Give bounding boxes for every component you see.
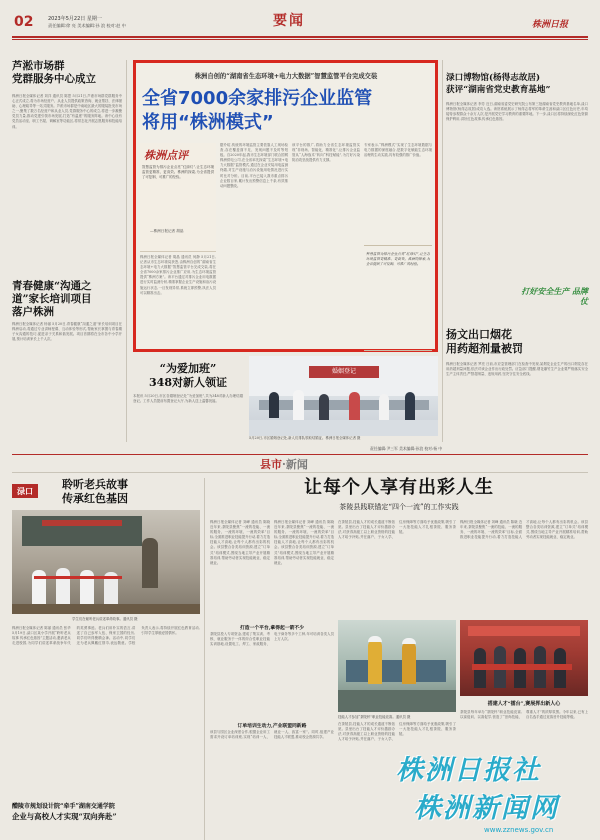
- main-title: 让每个人享有出彩人生: [304, 477, 494, 498]
- newspaper-logo: 株洲日报: [532, 20, 569, 30]
- section2-title-1: 县市: [260, 458, 282, 471]
- page-header: [0, 0, 600, 48]
- story-body: 专家表示,“株洲模式”实现了生态环境数据与电力数据的深度融合,是数字化赋能生态环境治理的生动实践,具有较强的推广价值。: [364, 143, 432, 158]
- photo-person: [293, 390, 304, 420]
- column-divider: [442, 60, 443, 442]
- story-body: 株洲日报全媒体记者 刘洋 通讯员 陈思 5月21日,芦淞市场群党群服务中心正式成立,将为市场经营户、从业人员提供政策咨询、就业帮扶、法律援助、心理疏导等一站式服务。芦淞市场群是中南地区最大的服装批发市场之一,聚集了数万名经营户和从业人员,党群服务中心的成立,将进一步凝聚党员力量,推动党建引领市场发展,打造“有温度”的服务阵地。该中心设有党员活动室、职工书屋、调解室等功能区,将常态化开展志愿服务和技能培训。: [12, 94, 122, 129]
- story-body: 株洲日报全媒体记者 刘峰 通讯员 陈晓 近年来,茶陵县聚焦“一流的技能、一流的服务、一流的环境、一流的效率”目标,全面推进职业技能提升行动,着力打造技能人才高地,让每个人都有出彩的机会。该县整合各类培训资源,建立“订单式”培训模式,围绕当地主导产业开展精准培训,帮助劳动者实现技能就业、稳定就业。: [460, 520, 588, 540]
- headline-line: 全省7000余家排污企业监管: [142, 88, 373, 109]
- story-body: 株洲日报全媒体记者 刘峰 通讯员 陈晓 近年来,茶陵县聚焦“一流的技能、一流的服务、一流的环境、一流的效率”目标,全面推进职业技能提升行动,着力打造技能人才高地,让每个人都有出彩的机会。该县整合各类培训资源,建立“订单式”培训模式,围绕当地主导产业开展精准培训,帮助劳动者实现技能就业、稳定就业。: [210, 520, 270, 565]
- photo-caption: 技能人才参加“茶陵杯”职业技能竞赛。通讯员 摄: [338, 715, 411, 719]
- campaign-badge: 打好安全生产 品牌仗: [521, 286, 588, 306]
- commentary-title: 株洲点评: [144, 149, 188, 162]
- header-rule-thin: [12, 39, 588, 40]
- story-body: 株洲日报全媒体记者 刘峰 通讯员 陈晓 近年来,茶陵县聚焦“一流的技能、一流的服务、一流的环境、一流的效率”目标,全面推进职业技能提升行动,着力打造技能人才高地,让每个人都有出彩的机会。该县整合各类培训资源,建立“订单式”培训模式,围绕当地主导产业开展精准培训,帮助劳动者实现技能就业、稳定就业。: [274, 520, 334, 565]
- section2-rule: [12, 454, 588, 455]
- section-title: 要闻: [273, 13, 305, 29]
- photo-person: [142, 538, 158, 588]
- region-tag: 渌口: [12, 484, 38, 498]
- story-title: [12, 802, 200, 822]
- story-body: 该县与园区企业深度合作,根据企业用工需求开设订单培训班,实现“培训一人、就业一人、致富一家”。同时,组建产业技能人才联盟,推动校企资源共享。: [210, 730, 334, 740]
- story-body: 株洲日报全媒体记者 罗亮 日前,市应急管理部门在检查中发现,某烟花企业生产的出口烟花存在用药超剂量问题,依法对该企业作出行政处罚。应急部门提醒,烟花爆竹生产企业要严格落实安全生产主体责任,严禁超剂量、违规用药,坚决守住安全底线。: [446, 362, 588, 377]
- story-title: [62, 478, 198, 506]
- photo-red-scarf: [34, 576, 122, 579]
- story-title-line: 企业与高校人才实现“双向奔赴”: [12, 812, 117, 821]
- section2-title-dot: ·: [282, 458, 286, 471]
- story-body: 株洲日报全媒体记者 陈丽 通讯员 张华 5月19日,渌口区某小学开展“聆听老兵故事 传承红色基因”主题活动,邀请老兵走进校园,为同学们讲述革命战争年代的英勇事迹。老兵们用朴实的语言,讲述了自己参军入伍、保家卫国的经历,同学们听得聚精会神。活动中,同学们还为老兵佩戴红领巾,表达敬意。学校负责人表示,将持续开展红色教育活动,引导学生厚植爱国情怀。: [12, 626, 200, 646]
- story-title: [446, 72, 588, 96]
- headline-line: 将用“株洲模式”: [142, 112, 274, 133]
- story-body: 据介绍,传统的环境监管主要依靠人工现场检查,存在覆盖面不足、发现问题不及时等短板。自2020年起,我市生态环境部门联合国网株洲供电公司,在全省率先探索“生态环境+电力大数据”监管模式,通过在企业安装用电监测终端,对生产设施与治污设施用电情况进行实时比对分析。目前,平台已接入我市重点排污企业数百家,累计发出预警信息上千条,有效推动问题整改。: [220, 143, 288, 188]
- section2-left: [12, 476, 200, 840]
- skills-competition-photo: [338, 620, 456, 712]
- quote-box: [364, 245, 432, 351]
- left-column: [12, 60, 122, 442]
- story-body: 该平台的推广,将助力全省生态环境监管实现“非现场、智能化、精准化”,让排污企业监管从“人海战术”转向“科技赋能”,为打好污染防治攻坚战提供有力支撑。: [292, 143, 360, 163]
- story-title: [12, 280, 122, 319]
- section2-header: [0, 446, 600, 476]
- top-story-kicker: 株洲自创的“湖南省生态环境+电力大数据”智慧监管平台完成交装: [194, 73, 378, 80]
- watermark-url: www.zznews.gov.cn: [484, 826, 554, 834]
- story-body: 在茶陵县,技能人才的成长通道不断拓宽。县里出台了技能人才评价激励办法,对获得高级工以上职业资格的技能人才给予补贴,并在落户、子女入学、住房保障等方面给予优惠政策,吸引了一大批技能人才扎根茶陵、服务茶陵。: [338, 722, 456, 742]
- wedding-registration-photo: [249, 356, 438, 436]
- photo-person: [56, 568, 70, 606]
- main-subtitle: 茶陵县践联锚定“四个一流”的工作实践: [339, 503, 459, 511]
- award-ceremony-photo: [460, 620, 588, 696]
- photo-caption: 学生们在倾听老兵讲述革命故事。通讯员 摄: [72, 617, 138, 621]
- photo-person: [349, 392, 360, 420]
- top-story-headline: [142, 87, 434, 135]
- photo-person: [269, 392, 279, 418]
- story-title: [12, 60, 122, 86]
- photo-counter: [259, 400, 429, 410]
- commentary-credit: —株洲日报记者 胡晶: [150, 229, 184, 233]
- photo-person: [402, 642, 416, 684]
- story-title-line: 醴陵市规划设计院“牵手”湖南交通学院: [12, 803, 115, 810]
- photo-person: [405, 392, 415, 420]
- story-title: [446, 328, 588, 356]
- photo-banner: [468, 626, 580, 636]
- page-number: 02: [14, 14, 34, 30]
- story-body: 株洲日报全媒体记者 李芳 近日,湖南省委党史研究院公布第三批湖南省党史教育基地名单,渌口博物馆(杨得志故居)成功入选。该馆系统展示了杨得志将军的革命生涯和渌口区红色历史,年均接待参观群众十余万人次,是开展党史学习教育的重要阵地。下一步,渌口区将持续深化红色资源保护利用,讲好红色故事,传承红色基因。: [446, 102, 588, 122]
- story-title-line: 党群服务中心成立: [12, 73, 96, 85]
- story-body: 株洲日报全媒体记者 胡晶 通讯员 何静 5月21日,记者从市生态环境局获悉,由株洲自创的“湖南省生态环境+电力大数据”智慧监管平台完成交装,将在全省7000余家排污企业推广应用,为生态环境监管提供“株洲方案”。该平台通过对排污企业用电数据进行实时监测分析,精准掌握企业生产设施和治污设施运行状态,一旦发现异常,系统立即预警,执法人员可以精准出击。: [140, 255, 216, 295]
- story-title-line: 渌口博物馆(杨得志故居): [446, 73, 541, 83]
- photo-person: [368, 640, 382, 684]
- story-title-line: 获评“湖南省党史教育基地”: [446, 85, 551, 95]
- photo-hardhat: [368, 636, 382, 642]
- sub-heading: 搭建人才“擂台”,赛展挥出新人心: [487, 701, 561, 707]
- story-title-line: 扬文出口烟花: [446, 328, 512, 341]
- sub-heading: 订单培训生动力,产业联盟同新路: [237, 723, 307, 729]
- story-title-line: 道”家长培训项目: [12, 293, 92, 305]
- photo-hardhat: [402, 638, 416, 644]
- story-title-line: 落户株洲: [12, 306, 54, 318]
- section2-title: [260, 456, 308, 472]
- photo-banner: [42, 520, 122, 526]
- photo-person: [379, 394, 389, 420]
- commentary-text: 智慧监管为排污企业点亮“红绿灯”,让生态环境监管更精准、更高效。株洲的探索,为全省提供了可复制、可推广的经验。: [142, 165, 214, 180]
- story-title-line: “为爱加班”: [159, 362, 217, 375]
- story-body: 株洲日报全媒体记者 杨丽 5月20日,青春健康“沟通之道”家长培训项目在株洲启动,将通过专业讲师授课、互动体验等形式,帮助家长掌握与青春期子女沟通的技巧,促进亲子关系和谐发展。项目首期将在全市各中小学开展,预计培训家长上千人次。: [12, 322, 122, 342]
- story-body: 本报讯 5月20日,市区各婚姻登记处“为爱加班”,共为348对新人办理结婚登记。工作人员提前布置登记大厅,为新人送上温馨祝福。: [133, 394, 243, 404]
- quote-text: 智慧监管为排污企业点亮“红绿灯”,让生态环境监管更精准、更高效。株洲的探索,为全省提供了可复制、可推广的经验。: [366, 252, 430, 267]
- photo-equipment: [346, 660, 446, 682]
- section2-editors: 责任编辑:尹三军 美术编辑:孙浪 校对:杨 中: [370, 446, 443, 451]
- right-column: [446, 60, 588, 442]
- sub-heading: 打造一个平台,拿得起一箭不少: [239, 625, 305, 631]
- section2-title-2: 新闻: [285, 458, 308, 471]
- photo-floor: [338, 690, 456, 712]
- top-story-frame: [133, 60, 438, 352]
- watermark-line: 株洲新闻网: [414, 793, 559, 824]
- story-title-line: 聆听老兵故事: [62, 478, 128, 491]
- story-body: 茶陵县投入专项资金,建成了集实训、考核、就业服务于一体的综合性职业技能实训基地,设置电工、焊工、家政服务、电子商务等多个工种,年可培训各类人员上万人次。: [210, 632, 334, 647]
- photo-desk: [12, 604, 200, 614]
- photo-sign: 婚姻登记: [309, 366, 379, 378]
- commentary-box: [140, 143, 216, 252]
- story-title: [133, 362, 243, 390]
- column-divider: [126, 60, 127, 442]
- photo-certificates: [472, 664, 572, 670]
- classroom-photo: [12, 510, 200, 614]
- story-title-line: 用药超剂量被罚: [446, 342, 523, 355]
- section2-rule-bottom: [12, 472, 588, 473]
- story-title-line: 芦淞市场群: [12, 60, 65, 72]
- editor-line: 责任编辑:徐 亮 美术编辑:孙 浪 校对:赵 中: [48, 23, 126, 28]
- photo-person: [319, 394, 329, 420]
- header-rule: [12, 36, 588, 38]
- mid-story: [133, 356, 438, 442]
- watermark: [388, 748, 600, 840]
- column-divider: [204, 478, 205, 840]
- story-title-line: 传承红色基因: [62, 492, 128, 505]
- story-title-line: 青春健康“沟通之: [12, 280, 92, 292]
- date-line: 2023年5月22日 星期一: [48, 16, 102, 22]
- photo-caption: 5月20日,市区婚姻登记处,新人们排队领取结婚证。株洲日报全媒体记者 摄: [249, 436, 361, 440]
- story-body: 茶陵县每年举办“茶陵杯”职业技能竞赛,以赛促训、以赛促学,营造了“崇尚技能、尊重人才”的浓厚氛围。今年以来,已有上百名选手通过竞赛晋升技能等级。: [460, 710, 588, 720]
- photo-floor: [249, 420, 438, 436]
- story-body: 在茶陵县,技能人才的成长通道不断拓宽。县里出台了技能人才评价激励办法,对获得高级工以上职业资格的技能人才给予补贴,并在落户、子女入学、住房保障等方面给予优惠政策,吸引了一大批技能人才扎根茶陵、服务茶陵。: [338, 520, 456, 540]
- story-title-line: 348对新人领证: [149, 376, 227, 389]
- watermark-line: 株洲日报社: [396, 755, 541, 786]
